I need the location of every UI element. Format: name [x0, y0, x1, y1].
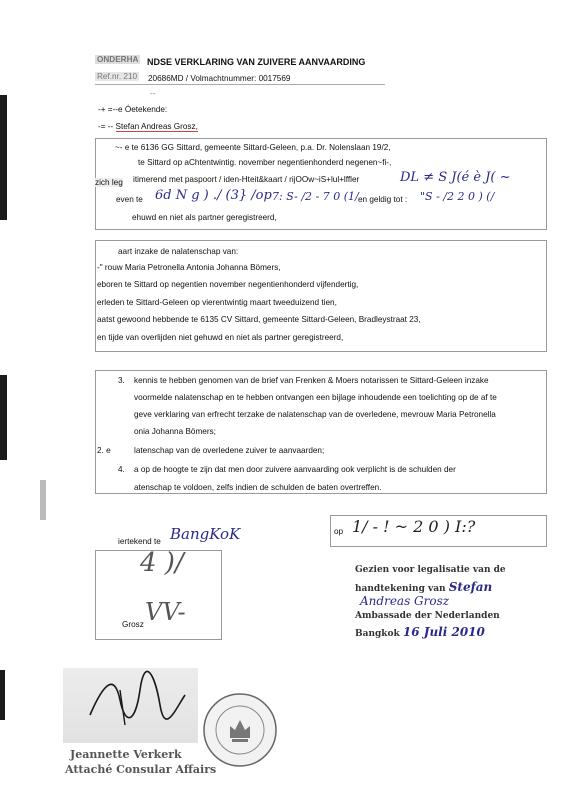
detail-line-2: te Sittard op aChtentwintig. november negentienhonderd negenen~fi-, [138, 158, 392, 167]
legalization-place-date [355, 625, 485, 639]
legalization-label: handtekening van [355, 584, 446, 594]
scan-edge-mark [0, 375, 7, 460]
signatory-name: Stefan Andreas Grosz, [115, 122, 198, 131]
consular-title: Attaché Consular Affairs [65, 763, 217, 776]
signed-date-handwriting: 1/ - ! ~ 2 0 ) I:? [352, 517, 476, 536]
decl-text-4: onia Johanna Bömers; [134, 427, 216, 436]
issued-handwriting: 6d N g ) ./ (3} /op [155, 188, 272, 203]
decl-num-4: 4. [118, 465, 125, 474]
decl-text-1: kennis te hebben genomen van de brief van Frenken & Moers notarissen te Sittard-Geleen inzake [134, 376, 489, 385]
signature-handwriting: 4 )/ [140, 548, 184, 578]
scan-edge-mark [0, 95, 7, 220]
signatory-line [98, 122, 198, 131]
signed-place-label: iertekend te [118, 537, 161, 546]
header-ref-number: 20686MD / Volmachtnummer: 0017569 [148, 74, 291, 83]
detail-line-3: itimerend met paspoort / iden-Hteit&kaart / rijOOw~iS+lul+lffler [133, 175, 360, 184]
valid-label: en geldig tot : [358, 195, 408, 204]
scan-edge-mark [0, 670, 5, 720]
legalization-line-2 [355, 580, 492, 594]
estate-line-1: -" rouw Maria Petronella Antonia Johanna Bömers, [97, 263, 281, 272]
decl-text-7: atenschap te voldoen, zelfs indien de schulden de baten overtreffen. [134, 483, 382, 492]
detail-line-1: ~- e te 6136 GG Sittard, gemeente Sittard-Geleen, p.a. Dr. Nolenslaan 19/2, [115, 143, 391, 152]
decl-text-5: latenschap van de overledene zuiver te aanvaarden; [134, 446, 325, 455]
legalization-name-handwriting: Stefan [448, 580, 493, 594]
decl-text-2: voormelde nalatenschap en te hebben ontvangen een bijlage inhoudende een toelichting op de af te [134, 393, 497, 402]
signature-name: Grosz [122, 620, 144, 629]
signed-date-label: op [334, 527, 344, 536]
header-rule [95, 84, 385, 85]
detail-line-4 [116, 195, 143, 204]
decl-num-1: 3. [118, 376, 125, 385]
embassy-seal [200, 690, 280, 770]
legalization-name-handwriting-2: Andreas Grosz [360, 594, 450, 608]
estate-line-4: aatst gewoond hebbende te 6135 CV Sittard, gemeente Sittard-Geleen, Bradleystraat 23, [97, 315, 421, 324]
consular-name: Jeannette Verkerk [70, 748, 182, 761]
estate-intro: aart inzake de nalatenschap van: [118, 247, 239, 256]
decl-text-3: geve verklaring van erfrecht terzake de nalatenschap van de overledene, mevrouw Maria Petronella [134, 410, 496, 419]
signed-place-handwriting: BangKoK [170, 525, 241, 543]
document-title: NDSE VERKLARING VAN ZUIVERE AANVAARDING [147, 57, 366, 67]
margin-note: zich leg [95, 178, 123, 187]
decl-text-6: a op de hoogte te zijn dat men door zuivere aanvaarding ook verplicht is de schulden der [134, 465, 456, 474]
decl-num-2: 2. e [97, 446, 111, 455]
issued-date-handwriting: 7: S- /2 - 7 0 (1/ [272, 190, 359, 203]
header-dash: -- [150, 89, 156, 98]
header-ref-tag: ONDERHA [97, 55, 139, 64]
estate-line-5: en tijde van overlijden niet gehuwd en niet als partner geregistreerd, [97, 333, 344, 342]
valid-handwriting: "S - /2 2 0 ) (/ [420, 190, 495, 203]
legalization-line-1: Gezien voor legalisatie van de [355, 565, 506, 575]
issued-label: even te [116, 195, 143, 204]
header-ref-label: Ref.nr. 210 [97, 72, 138, 81]
estate-line-3: erleden te Sittard-Geleen op vierentwintig maart tweeduizend tien, [97, 298, 337, 307]
legalization-embassy: Ambassade der Nederlanden [355, 611, 500, 621]
detail-line-5: ehuwd en niet als partner geregistreerd, [132, 213, 277, 222]
signatory-prefix: -= -- [98, 122, 116, 131]
consular-signature-image [80, 670, 190, 730]
legalization-date-handwriting: 16 Juli 2010 [402, 625, 485, 639]
estate-line-2: eboren te Sittard op negentien november negentienhonderd vijfendertig, [97, 280, 359, 289]
signatory-label: -+ =--e Óetekende: [98, 105, 168, 114]
scan-edge-mark [40, 480, 46, 520]
garbled-handwriting: DL ≠ S J(é è J( ~ [400, 170, 511, 185]
legalization-city: Bangkok [355, 629, 400, 639]
signature-scribble: VV- [145, 598, 186, 626]
